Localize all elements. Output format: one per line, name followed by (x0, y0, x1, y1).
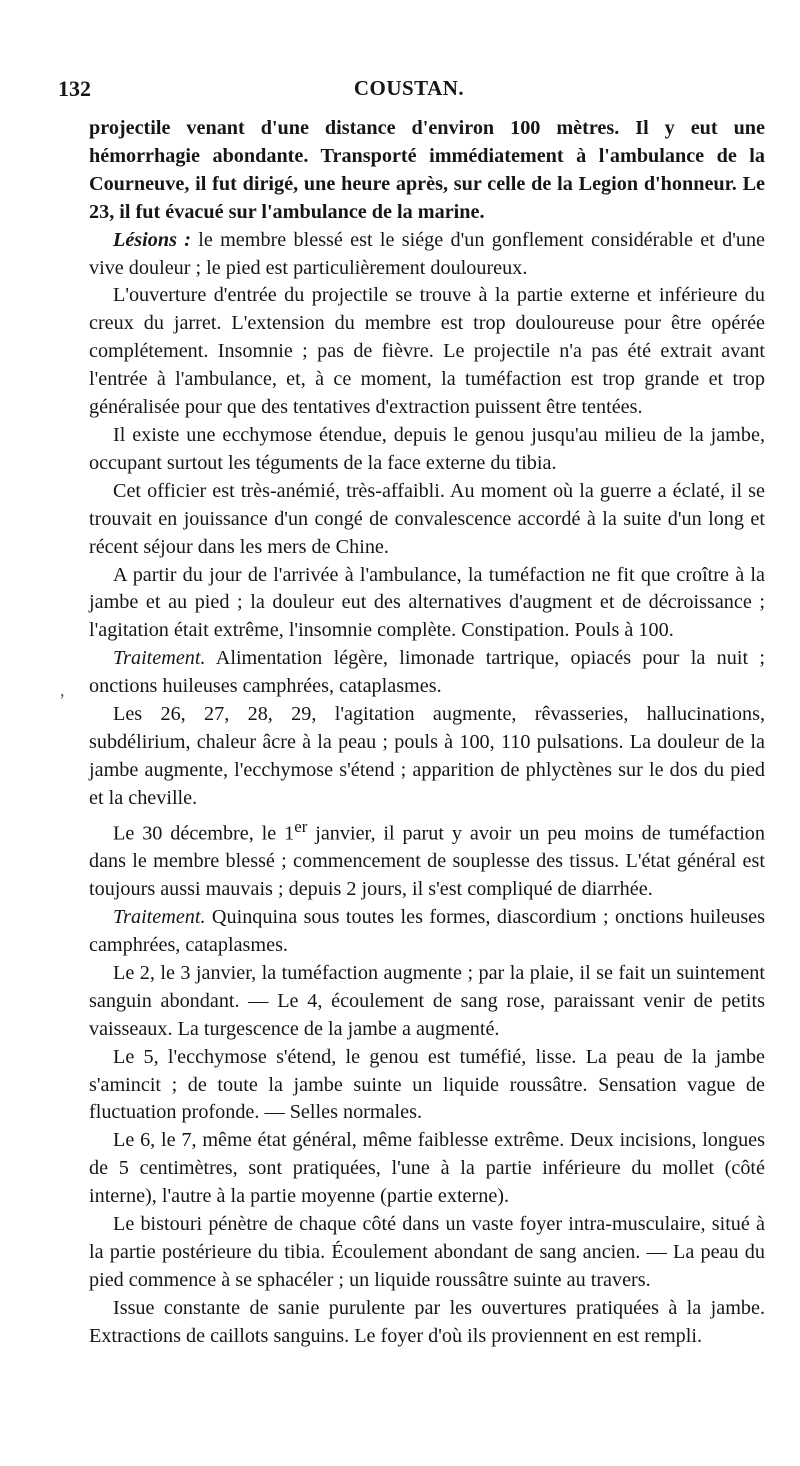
paragraph-2-text: le membre blessé est le siége d'un gonflement considérable et d'une vive douleur ; le pied est particulièrement douloureux. (89, 228, 765, 279)
body-text (89, 115, 765, 1351)
paragraph-7-text: Alimentation légère, limonade tartrique, opiacés pour la nuit ; onctions huileuses camphrées, cataplasmes. (89, 647, 765, 698)
traitement-label-1: Traitement. (113, 647, 206, 670)
paragraph-1: projectile venant d'une distance d'environ 100 mètres. Il y eut une hémorrhagie abondante. Transporté immédiatement à l'ambulance de la Courneuve, il fut dirigé, une heure après, sur celle de la Legion d'honneur. Le 23, il fut évacué sur l'ambulance de la marine. (89, 117, 765, 223)
paragraph-2 (89, 227, 765, 283)
paragraph-15: Issue constante de sanie purulente par les ouvertures pratiquées à la jambe. Extractions de caillots sanguins. Le foyer d'où ils proviennent en est rempli. (89, 1296, 765, 1347)
paragraph-9-start: Le 30 décembre, le 1 (113, 822, 295, 845)
paragraph-5: Cet officier est très-anémié, très-affaibli. Au moment où la guerre a éclaté, il se trouvait en jouissance d'un congé de convalescence accordé à la suite d'un long et récent séjour dans les mers de Chine. (89, 479, 765, 558)
paragraph-10 (89, 904, 765, 960)
paragraph-7 (89, 645, 765, 701)
paragraph-6: A partir du jour de l'arrivée à l'ambulance, la tuméfaction ne fit que croître à la jambe et au pied ; la douleur eut des alternatives d'augment et de décroissance ; l'agitation était extrême, l'insomnie complète. Constipation. Pouls à 100. (89, 563, 765, 642)
ordinal-superscript: er (294, 816, 308, 836)
paragraph-11: Le 2, le 3 janvier, la tuméfaction augmente ; par la plaie, il se fait un suintement sanguin abondant. — Le 4, écoulement de sang rose, paraissant venir de petits vaisseaux. La turgescence de la jambe a augmenté. (89, 961, 765, 1040)
paragraph-13: Le 6, le 7, même état général, même faiblesse extrême. Deux incisions, longues de 5 centimètres, sont pratiquées, l'une à la partie inférieure du mollet (côté interne), l'autre à la partie moyenne (partie externe). (89, 1129, 765, 1208)
paragraph-9-rest: janvier, il parut y avoir un peu moins de tuméfaction dans le membre blessé ; commencement de souplesse des tissus. L'état général est toujours aussi mauvais ; depuis 2 jours, il s'est compliqué de diarrhée. (89, 822, 765, 901)
paragraph-12: Le 5, l'ecchymose s'étend, le genou est tuméfié, lisse. La peau de la jambe s'amincit ; de toute la jambe suinte un liquide roussâtre. Sensation vague de fluctuation profonde. — Selles normales. (89, 1045, 765, 1124)
margin-mark: , (60, 680, 65, 700)
paragraph-14: Le bistouri pénètre de chaque côté dans un vaste foyer intra-musculaire, situé à la partie postérieure du tibia. Écoulement abondant de sang ancien. — La peau du pied commence à se sphacéler ; un liquide roussâtre suinte au travers. (89, 1213, 765, 1291)
paragraph-3: L'ouverture d'entrée du projectile se trouve à la partie externe et inférieure du creux du jarret. L'extension du membre est trop douloureuse pour être opérée complétement. Insomnie ; pas de fièvre. Le projectile n'a pas été extrait avant l'entrée à l'ambulance, et, à ce moment, la tuméfaction est trop grande et trop généralisée pour que des tentatives d'extraction puissent être tentées. (89, 284, 765, 419)
lesions-label: Lésions : (113, 228, 191, 251)
paragraph-9 (89, 813, 765, 904)
running-head: COUSTAN. (353, 76, 465, 100)
page-header (58, 76, 760, 106)
paragraph-10-text: Quinquina sous toutes les formes, diascordium ; onctions huileuses camphrées, cataplasmes. (89, 906, 765, 957)
traitement-label-2: Traitement. (113, 906, 206, 929)
page-number: 132 (58, 76, 91, 101)
paragraph-4: Il existe une ecchymose étendue, depuis le genou jusqu'au milieu de la jambe, occupant surtout les téguments de la face externe du tibia. (89, 423, 765, 474)
paragraph-8: Les 26, 27, 28, 29, l'agitation augmente, rêvasseries, hallucinations, subdélirium, chaleur âcre à la peau ; pouls à 100, 110 pulsations. La douleur de la jambe augmente, l'ecchymose s'étend ; apparition de phlyctènes sur le dos du pied et la cheville. (89, 703, 765, 809)
